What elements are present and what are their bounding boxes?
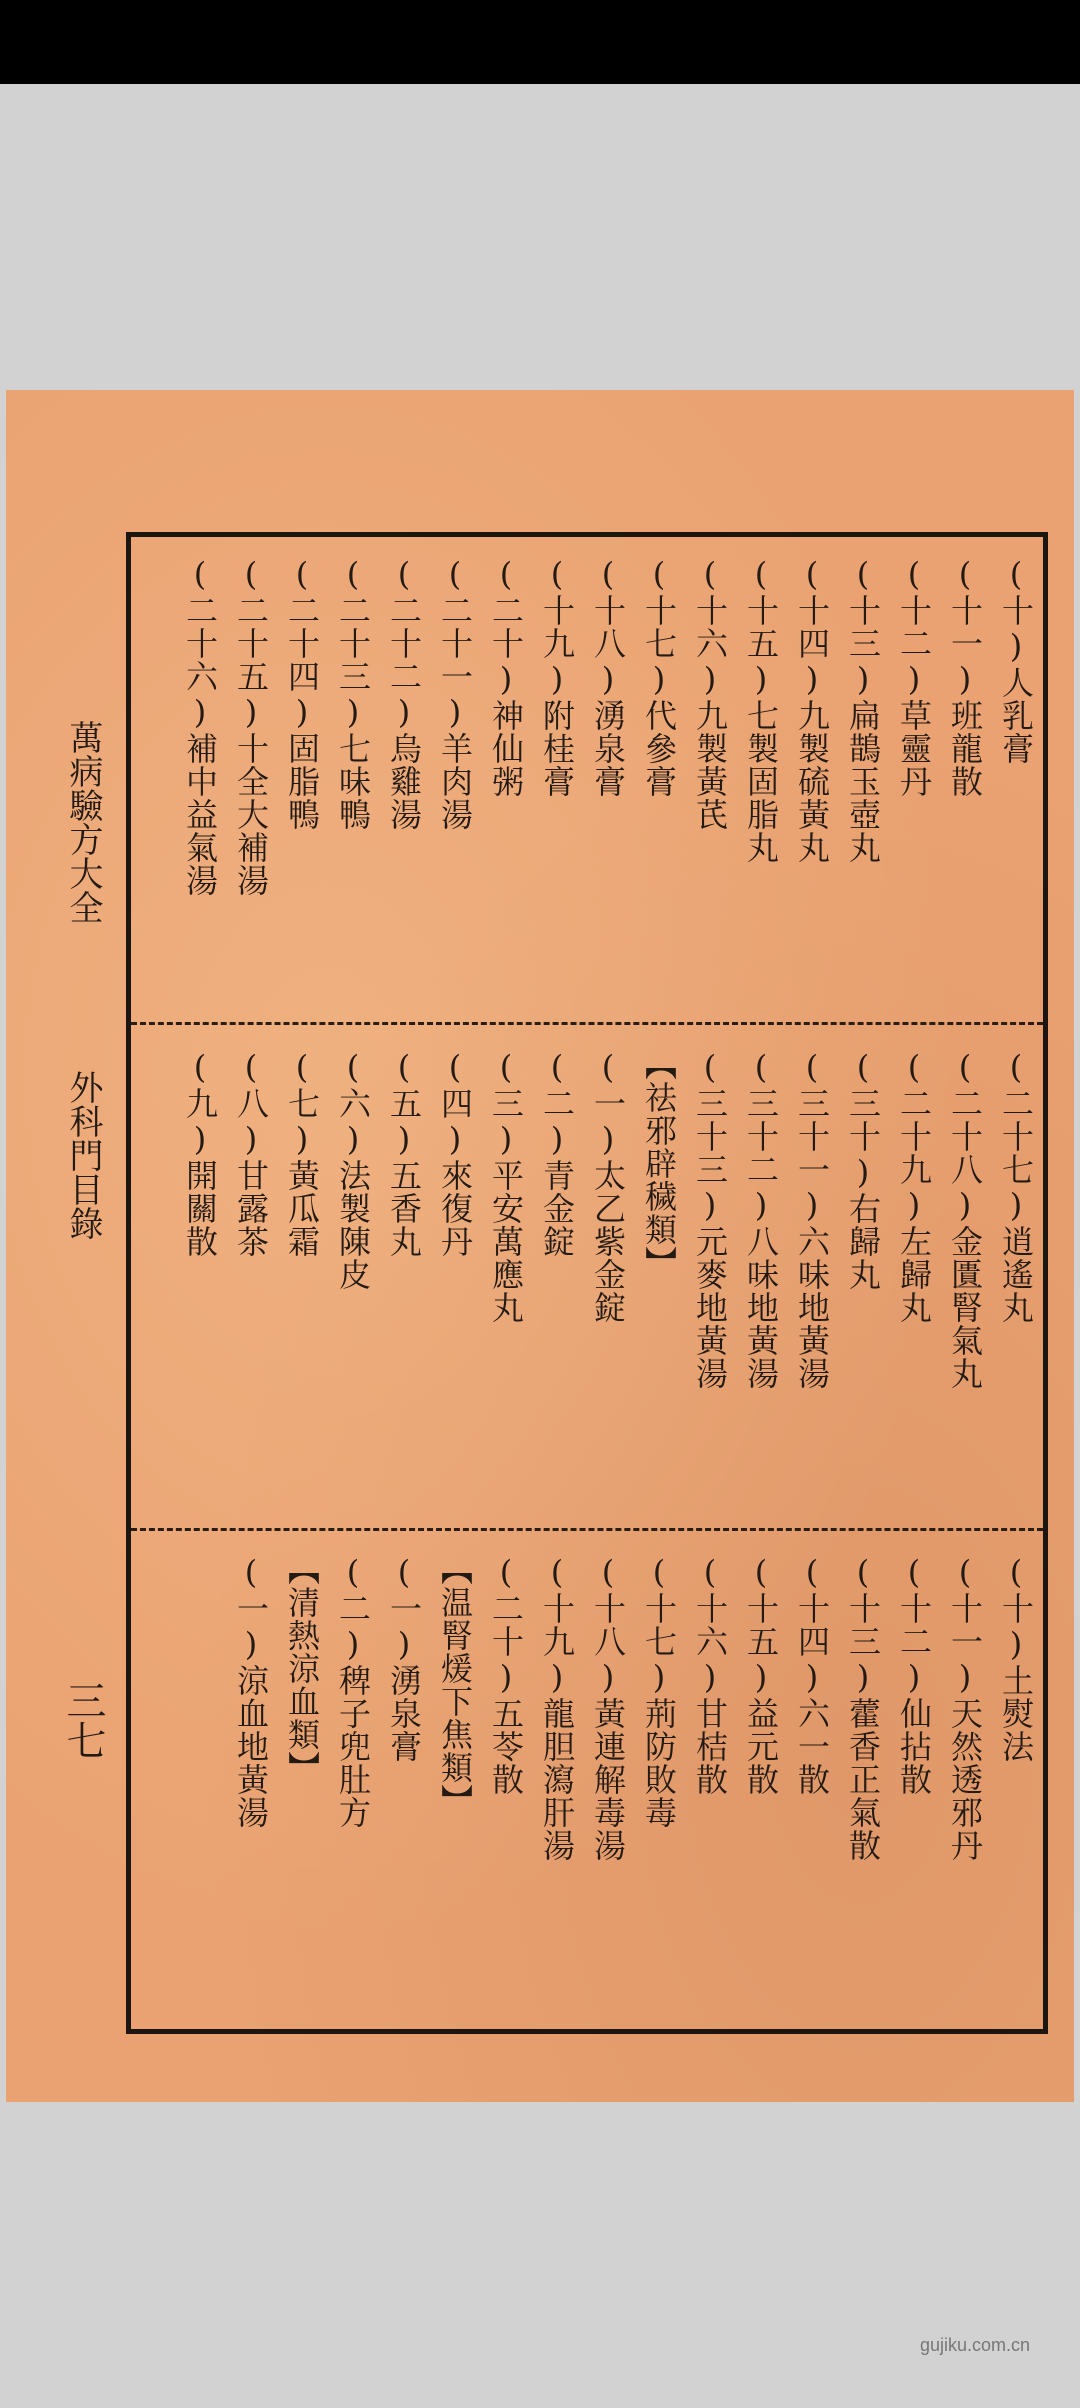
entry: (十三)扁鵲玉壺丸 — [844, 555, 882, 864]
top-black-bar — [0, 0, 1080, 84]
category-heading: 【清熱涼血類】 — [283, 1553, 321, 1784]
section-divider-top — [131, 1022, 1043, 1025]
book-page — [6, 390, 1074, 2102]
entry: (十五)益元散 — [742, 1553, 780, 1796]
entry: (二十八)金匱腎氣丸 — [946, 1048, 984, 1390]
entry: (十二)仙拈散 — [895, 1553, 933, 1796]
entry: (十八)黃連解毒湯 — [589, 1553, 627, 1862]
section-title: 外科門目錄 — [63, 1070, 103, 1240]
entry: (三)平安萬應丸 — [487, 1048, 525, 1324]
entry: (二十四)固脂鴨 — [283, 555, 321, 831]
entry: (五)五香丸 — [385, 1048, 423, 1258]
entry: (二)稗子兜肚方 — [334, 1553, 372, 1829]
entry: (十二)草靈丹 — [895, 555, 933, 798]
entry: (十五)七製固脂丸 — [742, 555, 780, 864]
entry: (十八)湧泉膏 — [589, 555, 627, 798]
page-number: 三七 — [60, 1680, 106, 1760]
category-heading: 【祛邪辟穢類】 — [640, 1048, 678, 1279]
entry: (三十)右歸丸 — [844, 1048, 882, 1291]
category-heading: 【温腎煖下焦類】 — [436, 1553, 474, 1817]
book-title: 萬病驗方大全 — [63, 720, 103, 924]
entry: (九)開關散 — [181, 1048, 219, 1258]
entry: (二十七)逍遙丸 — [997, 1048, 1035, 1324]
entry: (二十三)七味鴨 — [334, 555, 372, 831]
entry: (六)法製陳皮 — [334, 1048, 372, 1291]
entry: (十)人乳膏 — [997, 555, 1035, 765]
entry: (二)青金錠 — [538, 1048, 576, 1258]
entry: (三十三)元麥地黃湯 — [691, 1048, 729, 1390]
entry: (二十)五苓散 — [487, 1553, 525, 1796]
entry: (十)土熨法 — [997, 1553, 1035, 1763]
entry: (二十)神仙粥 — [487, 555, 525, 798]
entry: (十六)九製黃芪 — [691, 555, 729, 831]
entry: (二十五)十全大補湯 — [232, 555, 270, 897]
entry: (三十二)八味地黃湯 — [742, 1048, 780, 1390]
section-divider-bottom — [131, 1528, 1043, 1531]
entry: (十四)九製硫黃丸 — [793, 555, 831, 864]
entry: (十七)代參膏 — [640, 555, 678, 798]
entry: (十六)甘桔散 — [691, 1553, 729, 1796]
entry: (一)涼血地黃湯 — [232, 1553, 270, 1829]
entry: (十九)龍胆瀉肝湯 — [538, 1553, 576, 1862]
entry: (二十六)補中益氣湯 — [181, 555, 219, 897]
entry: (三十一)六味地黃湯 — [793, 1048, 831, 1390]
entry: (七)黃瓜霜 — [283, 1048, 321, 1258]
entry: (十三)藿香正氣散 — [844, 1553, 882, 1862]
watermark-text: gujiku.com.cn — [919, 2335, 1030, 2355]
entry: (二十九)左歸丸 — [895, 1048, 933, 1324]
entry: (一)太乙紫金錠 — [589, 1048, 627, 1324]
entry: (十九)附桂膏 — [538, 555, 576, 798]
entry: (十一)班龍散 — [946, 555, 984, 798]
entry: (二十二)烏雞湯 — [385, 555, 423, 831]
entry: (一)湧泉膏 — [385, 1553, 423, 1763]
entry: (八)甘露茶 — [232, 1048, 270, 1258]
entry: (二十一)羊肉湯 — [436, 555, 474, 831]
entry: (十一)天然透邪丹 — [946, 1553, 984, 1862]
entry: (十四)六一散 — [793, 1553, 831, 1796]
entry: (十七)荊防敗毒 — [640, 1553, 678, 1829]
entry: (四)來復丹 — [436, 1048, 474, 1258]
